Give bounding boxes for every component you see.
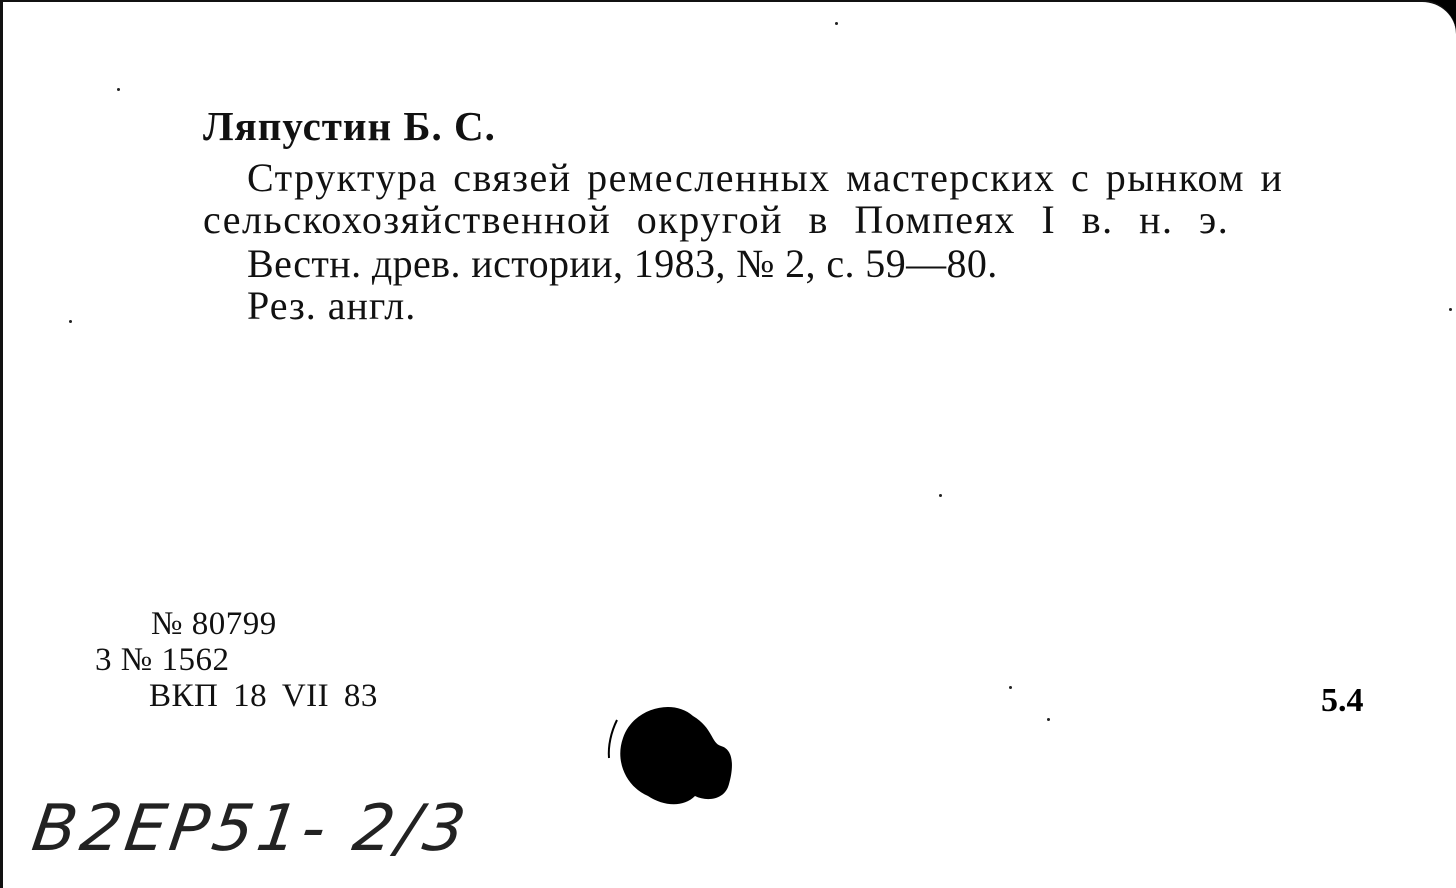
handwritten-shelf-code: B2EP51- 2/3	[27, 792, 474, 866]
author-name: Ляпустин Б. С.	[203, 103, 496, 149]
ink-speck	[1009, 686, 1012, 689]
summary-note: Рез. англ.	[247, 283, 417, 328]
classification-code: 5.4	[1321, 682, 1364, 719]
record-number: № 80799	[151, 606, 277, 642]
ink-speck	[117, 88, 120, 91]
ink-speck	[69, 320, 72, 323]
source-citation: Вестн. древ. истории, 1983, № 2, с. 59—80.	[247, 241, 998, 286]
title-line-1: Структура связей ремесленных мастерских с рынком и	[247, 155, 1284, 200]
ink-speck	[835, 22, 838, 25]
order-number: 3 № 1562	[95, 642, 230, 678]
ink-speck	[1449, 308, 1452, 311]
ink-speck	[939, 494, 942, 497]
ink-blot	[603, 698, 738, 810]
title-line-2: сельскохозяйственной округой в Помпеях I в. н. э.	[203, 197, 1230, 242]
ink-speck	[1047, 718, 1050, 721]
chamber-stamp: ВКП 18 VII 83	[149, 678, 378, 714]
